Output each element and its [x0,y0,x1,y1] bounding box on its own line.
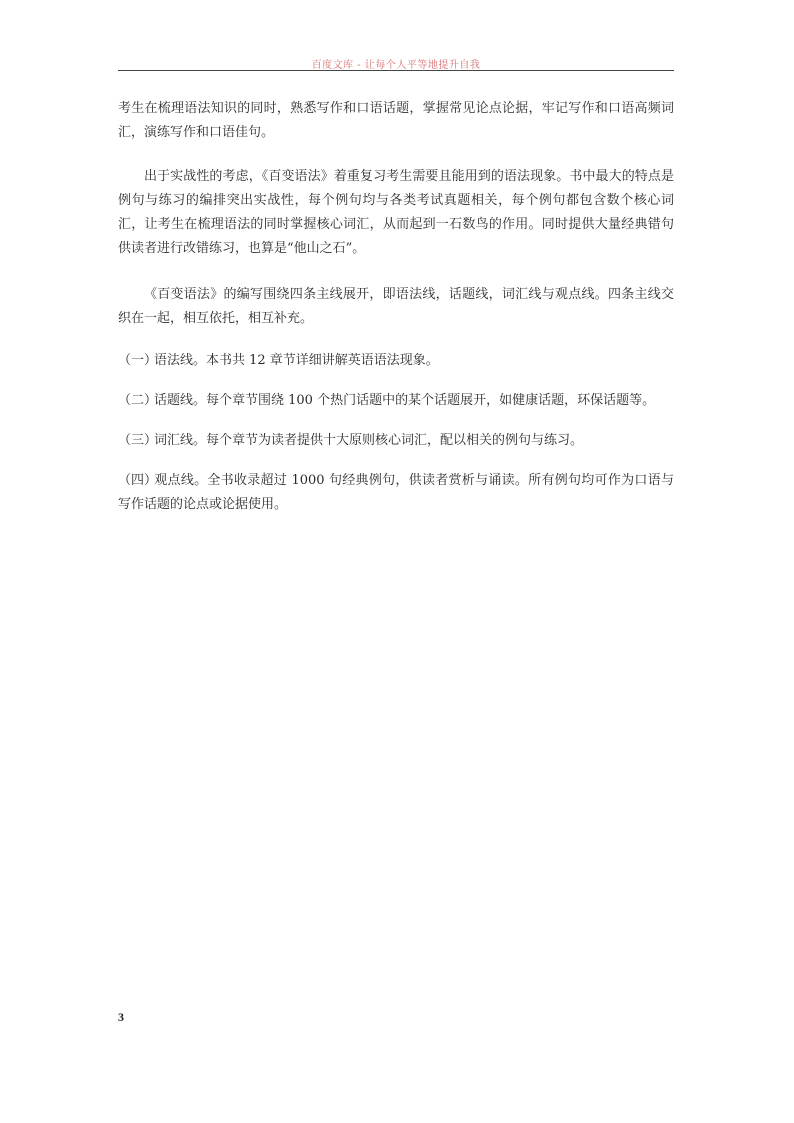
paragraph-3: 《百变语法》的编写围绕四条主线展开，即语法线，话题线，词汇线与观点线。四条主线交织在一起，相互依托，相互补充。 [118,287,674,326]
list-item-number: （三） [118,433,158,448]
list-item-text: 观点线。全书收录超过 1000 句经典例句，供读者赏析与诵读。所有例句均可作为口语与写作话题的论点或论据使用。 [118,473,674,512]
list-item-text: 词汇线。每个章节为读者提供十大原则核心词汇，配以相关的例句与练习。 [154,433,584,448]
list-item-4 [118,469,674,517]
header-divider [118,70,674,71]
list-item-text: 语法线。本书共 12 章节详细讲解英语语法现象。 [154,353,439,368]
list-item-number: （一） [118,353,158,368]
document-body [118,97,674,533]
list-item-text: 话题线。每个章节围绕 100 个热门话题中的某个话题展开，如健康话题，环保话题等。 [154,393,656,408]
list-item-2 [118,389,674,413]
paragraph-2: 出于实战性的考虑，《百变语法》着重复习考生需要且能用到的语法现象。书中最大的特点是例句与练习的编排突出实战性，每个例句均与各类考试真题相关，每个例句都包含数个核心词汇，让考生在梳理语法的同时掌握核心词汇，从而起到一石数鸟的作用。同时提供大量经典错句供读者进行改错练习，也算是“他山之石”。 [118,169,674,256]
list-item-3 [118,429,674,453]
paragraph-1: 考生在梳理语法知识的同时，熟悉写作和口语话题，掌握常见论点论据，牢记写作和口语高频词汇，演练写作和口语佳句。 [118,101,674,140]
list-item-number: （四） [118,473,158,488]
list-item-number: （二） [118,393,158,408]
page-number: 3 [118,1010,124,1024]
header-text: 百度文库 - 让每个人平等地提升自我 [311,60,481,71]
list-item-1 [118,349,674,373]
